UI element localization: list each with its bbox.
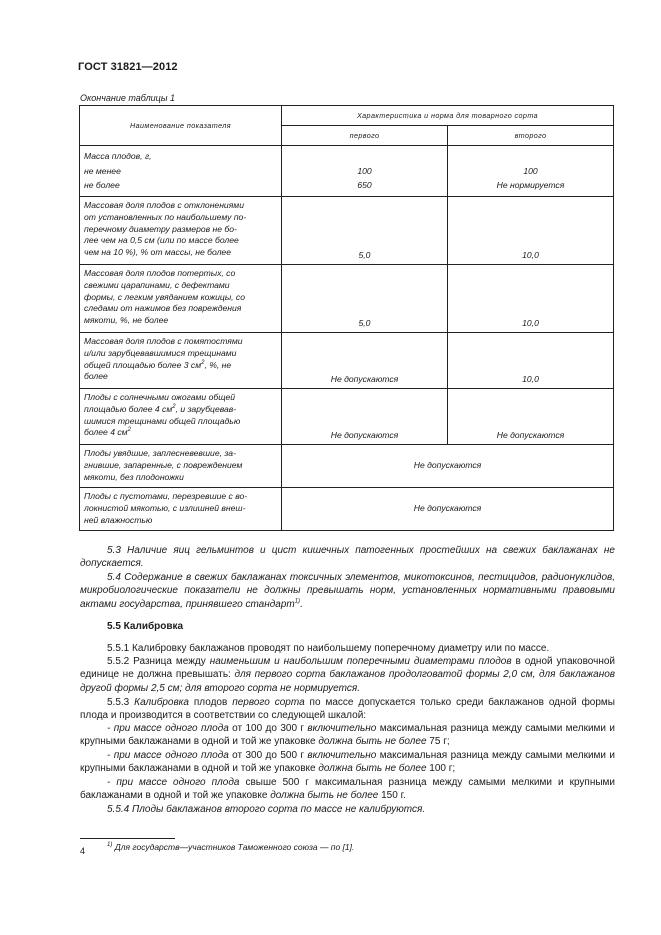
row-value-merged: Не допускаются xyxy=(282,488,614,531)
row-value-first: Не допускаются xyxy=(282,389,448,445)
table-caption: Окончание таблицы 1 xyxy=(80,93,175,103)
header-first-grade: первого xyxy=(282,126,448,146)
section-heading: 5.5 Калибровка xyxy=(107,621,184,632)
row-name-line-cm2: более 4 $см^2$ xyxy=(84,427,131,438)
row-value-second: 100 Не нормируется xyxy=(448,146,614,197)
scale-item-1: - при массе одного плода от 100 до 300 г включительно максимальная разница между самыми мелкими и крупными баклажанами в одной и той же упаковке должна быть не более 75 г; xyxy=(80,723,615,748)
row-name: Плоды с солнечными ожогами общей площадью более 4 $см^2$, и зарубцевав- шимися трещинами общей площадью более 4 $см^2$ xyxy=(80,389,282,445)
row-value-first: 5,0 xyxy=(282,265,448,333)
row-value-second: Не допускаются xyxy=(448,389,614,445)
paragraph-5-5-2: 5.5.2 Разница между наименьшим и наибольшим поперечными диаметрами плодов в одной упаковочной единице не должна превышать: для первого сорта баклажанов продолговатой формы 2,0 см, для баклажанов другой формы 2,5 см; для второго сорта не нормируется. xyxy=(80,656,615,694)
row-value-first: 5,0 xyxy=(282,197,448,265)
footnote-ref: 1) xyxy=(294,598,301,605)
header-indicator-name: Наименование показателя xyxy=(80,106,282,146)
table-row xyxy=(80,389,614,445)
scale-item-3: - при массе одного плода свыше 500 г максимальная разница между самыми мелкими и крупными баклажанами в одной и той же упаковке должна быть не более 150 г. xyxy=(80,777,615,802)
row-value-second: 10,0 xyxy=(448,333,614,389)
table-row xyxy=(80,488,614,531)
paragraph-5-5-3: 5.5.3 Калибровка плодов первого сорта по массе допускается только среди баклажанов одной формы плода и производится в соответствии со следующей шкалой: xyxy=(80,697,615,722)
row-value-first: Не допускаются xyxy=(282,333,448,389)
standard-header: ГОСТ 31821—2012 xyxy=(78,61,178,73)
row-name: Масса плодов, г, не менее не более xyxy=(80,146,282,197)
row-name: Плоды увядшие, заплесневевшие, за- гнившие, запаренные, с повреждением мякоти, без плодоножки xyxy=(80,445,282,488)
row-name: Массовая доля плодов потертых, со свежими царапинами, с дефектами формы, с легким увяданием кожицы, со следами от нажимов без повреждения мякоти, %, не более xyxy=(80,265,282,333)
table-row xyxy=(80,146,614,197)
header-grade-group: Характеристика и норма для товарного сорта xyxy=(282,106,614,126)
row-value-merged: Не допускаются xyxy=(282,445,614,488)
paragraph-5-5-4: 5.5.4 Плоды баклажанов второго сорта по массе не калибруются. xyxy=(107,804,426,815)
row-name: Массовая доля плодов с помятостями и/или зарубцевавшимися трещинами общей площадью более 3 $см^2$, %, не более xyxy=(80,333,282,389)
row-name: Массовая доля плодов с отклонениями от установленных по наибольшему по- перечному диаметру размеров не бо- лее чем на 0,5 см (или по массе более чем на 10 %), % от массы, не более xyxy=(80,197,282,265)
page-number: 4 xyxy=(80,846,86,856)
paragraph-5-4: 5.4 Содержание в свежих баклажанах токсичных элементов, микотоксинов, пестицидов, радионуклидов, микробиологические показатели не должны превышать норм, установленных нормативными правовыми актами государства, принявшего стандарт$^{1)}$. xyxy=(80,572,615,610)
requirements-table xyxy=(79,105,614,531)
row-name-line-cm2: общей площадью более 3 $см^2$, %, не xyxy=(84,359,232,370)
footnote-separator xyxy=(80,838,175,839)
header-second-grade: второго xyxy=(448,126,614,146)
row-name: Плоды с пустотами, перезревшие с во- локнистой мякотью, с излишней внеш- ней влажностью xyxy=(80,488,282,531)
paragraph-5-5-1: 5.5.1 Калибровку баклажанов проводят по наибольшему поперечному диаметру или по массе. xyxy=(107,643,550,654)
table-row xyxy=(80,197,614,265)
table-row xyxy=(80,265,614,333)
footnote: $^{1)}$ Для государств—участников Таможенного союза — по [1]. xyxy=(107,842,355,852)
row-value-second: 10,0 xyxy=(448,265,614,333)
table-row xyxy=(80,333,614,389)
paragraph-5-3: 5.3 Наличие яиц гельминтов и цист кишечных патогенных простейших на свежих баклажанах не допускается. xyxy=(80,545,615,570)
scale-item-2: - при массе одного плода от 300 до 500 г включительно максимальная разница между самыми мелкими и крупными баклажанами в одной и той же упаковке должна быть не более 100 г; xyxy=(80,750,615,775)
row-name-line-cm2: площадью более 4 $см^2$, и зарубцевав- xyxy=(84,403,237,414)
row-value-second: 10,0 xyxy=(448,197,614,265)
table-row xyxy=(80,445,614,488)
row-value-first: 100 650 xyxy=(282,146,448,197)
